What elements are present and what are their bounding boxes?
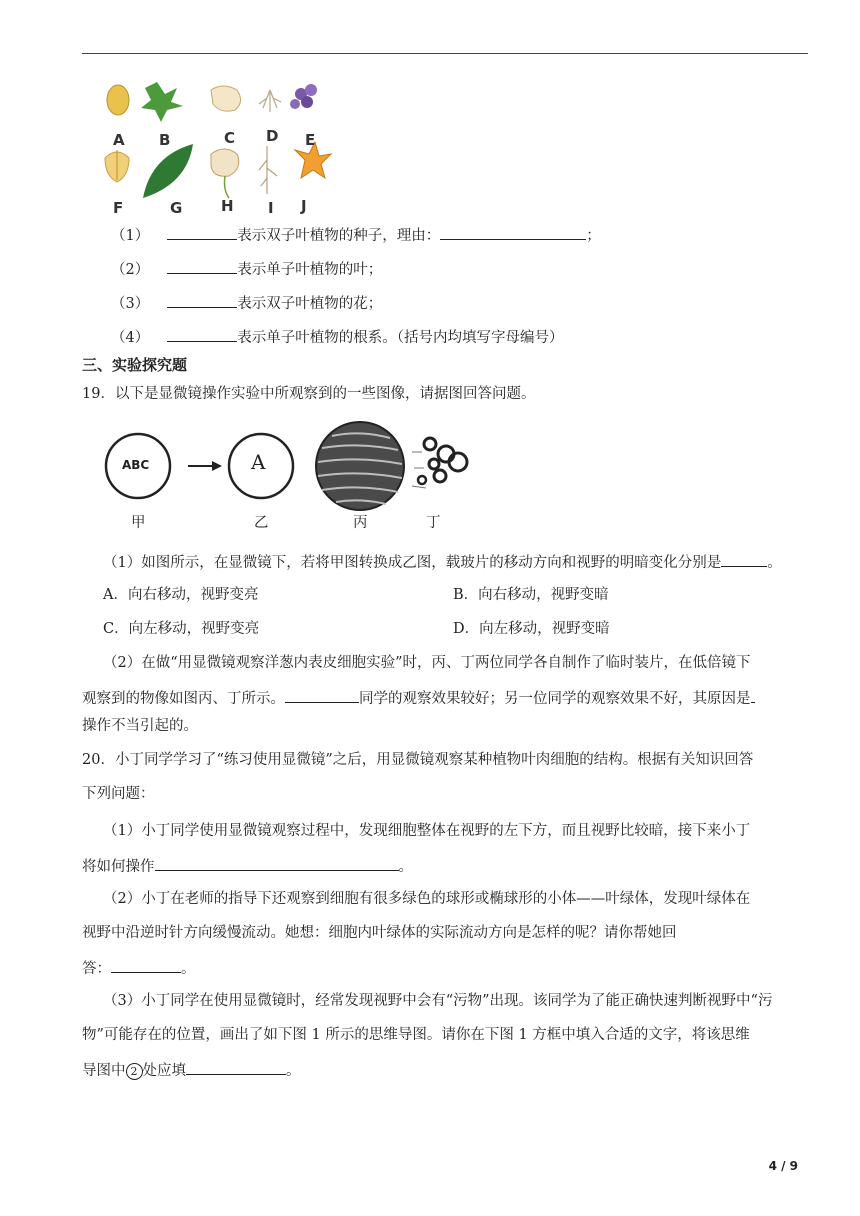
circled-number: 2 bbox=[126, 1063, 143, 1080]
q18-item-1-end: ； bbox=[586, 228, 601, 244]
q18-item-1-text: 表示双子叶植物的种子，理由： bbox=[237, 228, 441, 244]
q20-p1b-pre: 将如何操作 bbox=[82, 859, 155, 875]
q19-p1-text: （1）如图所示，在显微镜下，若将甲图转换成乙图，载玻片的移动方向和视野的明暗变化分别是 bbox=[103, 555, 722, 571]
q20-p2c-pre: 答： bbox=[82, 961, 111, 977]
q18-item-2-num: （2） bbox=[111, 262, 150, 278]
q18-item-4-text: 表示单子叶植物的根系。（括号内均填写字母编号） bbox=[237, 330, 564, 346]
q18-item-3 bbox=[111, 292, 382, 314]
q20-p2-line2: 视野中沿逆时针方向缓慢流动。她想：细胞内叶绿体的实际流动方向是怎样的呢？请你帮她回 bbox=[82, 925, 677, 941]
q19-option-c[interactable]: C．向左移动，视野变亮 bbox=[103, 621, 260, 637]
q19-p2-blank[interactable] bbox=[285, 687, 359, 703]
q20-p1-line2 bbox=[82, 855, 413, 877]
yi-text: A bbox=[251, 450, 266, 474]
microscope-views bbox=[100, 412, 480, 532]
figure-label-d: D bbox=[266, 127, 279, 145]
q19-option-b[interactable]: B．向右移动，视野变暗 bbox=[453, 587, 609, 603]
q19-p1-blank[interactable] bbox=[721, 551, 767, 567]
q20-p2c-end: 。 bbox=[181, 961, 196, 977]
label-bing: 丙 bbox=[353, 515, 368, 531]
header-rule bbox=[82, 53, 808, 54]
q19-p1-end: 。 bbox=[767, 555, 782, 571]
figure-label-c: C bbox=[224, 129, 236, 147]
q18-blank-3[interactable] bbox=[167, 292, 237, 308]
figure-label-g: G bbox=[170, 199, 183, 217]
q18-item-4-num: （4） bbox=[111, 330, 150, 346]
q18-item-1 bbox=[111, 224, 601, 246]
q18-item-3-text: 表示双子叶植物的花； bbox=[237, 296, 383, 312]
page-number: 4 / 9 bbox=[768, 1159, 798, 1173]
q20-stem-line2: 下列问题： bbox=[82, 786, 155, 802]
q20-p2-blank[interactable] bbox=[111, 957, 181, 973]
label-ding: 丁 bbox=[426, 515, 441, 531]
q20-p3c-pre: 导图中 bbox=[82, 1063, 126, 1079]
q19-p2b-pre: 观察到的物像如图丙、丁所示。 bbox=[82, 691, 285, 707]
q19-option-d[interactable]: D．向左移动，视野变暗 bbox=[453, 621, 610, 637]
q18-reason-blank[interactable] bbox=[440, 224, 586, 240]
q19-p2-reason-blank[interactable] bbox=[751, 687, 755, 703]
q20-p3-line2: 物”可能存在的位置，画出了如下图 1 所示的思维导图。请你在下图 1 方框中填入合适的文字，将该思维 bbox=[82, 1027, 750, 1043]
figure-label-j: J bbox=[301, 197, 307, 215]
q18-item-4 bbox=[111, 326, 563, 348]
q19-p2b-post: 同学的观察效果较好；另一位同学的观察效果不好，其原因是 bbox=[359, 691, 751, 707]
figure-label-b: B bbox=[159, 131, 171, 149]
label-yi: 乙 bbox=[254, 515, 269, 531]
plant-illustrations bbox=[95, 80, 335, 215]
label-jia: 甲 bbox=[131, 515, 146, 531]
figure-label-i: I bbox=[268, 199, 274, 217]
q20-stem-line1: 20．小丁同学学习了“练习使用显微镜”之后，用显微镜观察某种植物叶肉细胞的结构。根据有关知识回答 bbox=[82, 752, 754, 768]
q20-p3c-post: 处应填 bbox=[142, 1063, 186, 1079]
q18-item-2-text: 表示单子叶植物的叶； bbox=[237, 262, 383, 278]
q19-figure bbox=[100, 412, 480, 532]
q20-p1b-end: 。 bbox=[398, 859, 413, 875]
q20-p2-line3 bbox=[82, 957, 196, 979]
q20-p3-line3 bbox=[82, 1059, 301, 1081]
q19-p2-line3: 操作不当引起的。 bbox=[82, 718, 198, 734]
q18-blank-4[interactable] bbox=[167, 326, 237, 342]
q19-option-a[interactable]: A．向右移动，视野变亮 bbox=[103, 587, 259, 603]
q18-item-2 bbox=[111, 258, 382, 280]
q20-p1-line1: （1）小丁同学使用显微镜观察过程中，发现细胞整体在视野的左下方，而且视野比较暗，接下来小丁 bbox=[103, 823, 751, 839]
q19-p2-line2 bbox=[82, 687, 755, 709]
jia-text: ABC bbox=[122, 458, 150, 472]
q20-p3c-end: 。 bbox=[286, 1063, 301, 1079]
figure-label-h: H bbox=[221, 197, 234, 215]
q18-blank-1[interactable] bbox=[167, 224, 237, 240]
q19-p2-line1: （2）在做“用显微镜观察洋葱内表皮细胞实验”时，丙、丁两位同学各自制作了临时装片，在低倍镜下 bbox=[103, 655, 751, 671]
plant-figure bbox=[95, 80, 335, 215]
q18-item-1-num: （1） bbox=[111, 228, 150, 244]
q18-item-3-num: （3） bbox=[111, 296, 150, 312]
figure-label-f: F bbox=[113, 199, 124, 217]
q20-p1-blank[interactable] bbox=[155, 855, 399, 871]
figure-label-a: A bbox=[113, 131, 125, 149]
q18-blank-2[interactable] bbox=[167, 258, 237, 274]
q20-p3-blank[interactable] bbox=[186, 1059, 286, 1075]
q20-p2-line1: （2）小丁在老师的指导下还观察到细胞有很多绿色的球形或椭球形的小体——叶绿体，发现叶绿体在 bbox=[103, 891, 751, 907]
section-title: 三、实验探究题 bbox=[82, 356, 188, 374]
q19-p1 bbox=[103, 551, 782, 573]
figure-label-e: E bbox=[305, 131, 316, 149]
q20-p3-line1: （3）小丁同学在使用显微镜时，经常发现视野中会有“污物”出现。该同学为了能正确快速判断视野中“污 bbox=[103, 993, 773, 1009]
q19-stem: 19．以下是显微镜操作实验中所观察到的一些图像，请据图回答问题。 bbox=[82, 386, 536, 402]
